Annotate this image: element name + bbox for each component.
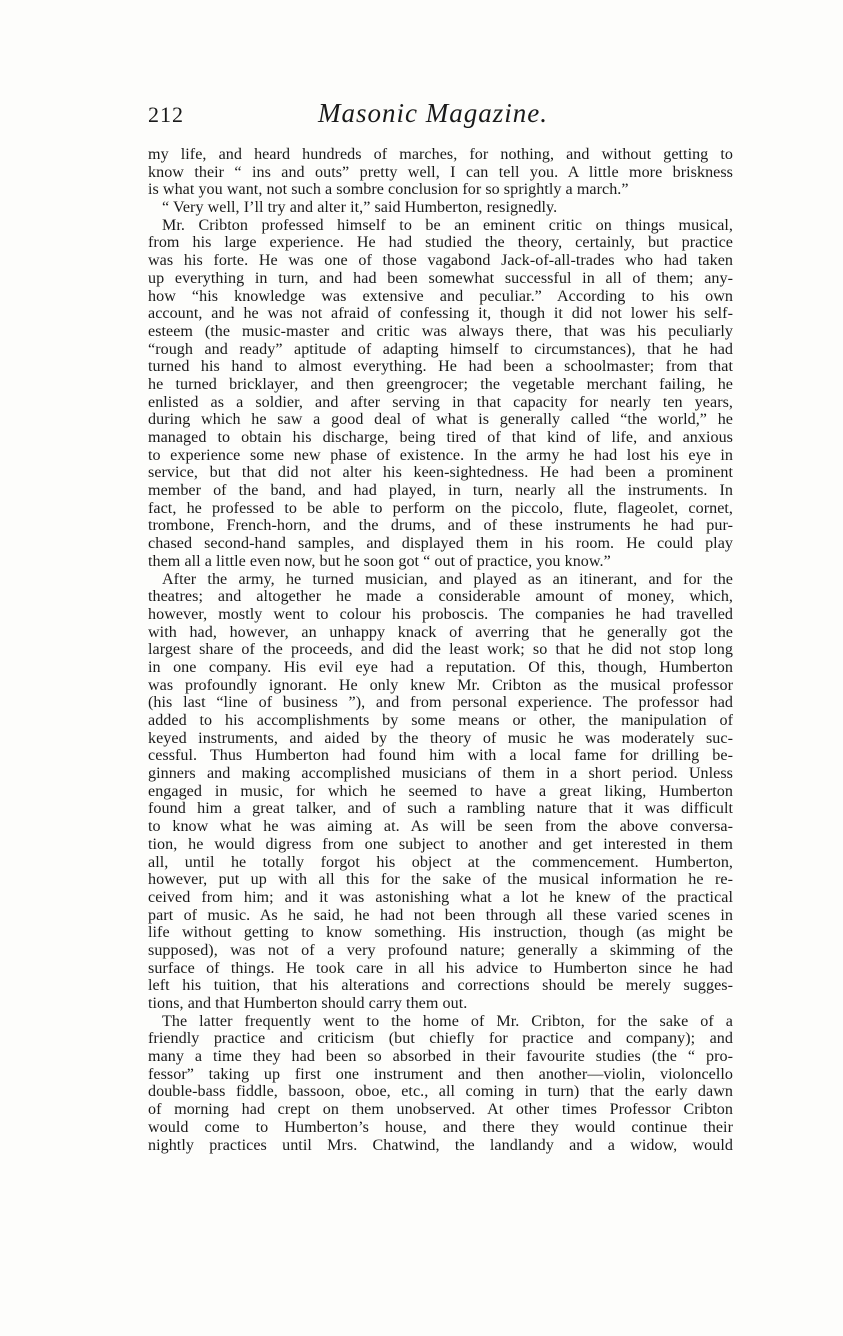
text-line: part of music. As he said, he had not been through all these varied scenes in — [148, 906, 733, 924]
text-line: friendly practice and criticism (but chiefly for practice and company); and — [148, 1030, 733, 1048]
text-line: member of the band, and had played, in turn, nearly all the instruments. In — [148, 482, 733, 500]
text-line: double-bass fiddle, bassoon, oboe, etc., all coming in turn) that the early dawn — [148, 1083, 733, 1101]
text-line: fact, he professed to be able to perform on the piccolo, flute, flageolet, cornet, — [148, 499, 733, 517]
text-line: ceived from him; and it was astonishing what a lot he knew of the practical — [148, 888, 733, 906]
text-line: keyed instruments, and aided by the theory of music he was moderately suc- — [148, 729, 733, 747]
text-line: from his large experience. He had studied the theory, certainly, but practice — [148, 234, 733, 252]
text-line: how “his knowledge was extensive and peculiar.” According to his own — [148, 287, 733, 305]
text-line: chased second-hand samples, and displayed them in his room. He could play — [148, 535, 733, 553]
body-text — [148, 146, 733, 1154]
text-line: The latter frequently went to the home of Mr. Cribton, for the sake of a — [162, 1012, 733, 1030]
text-line: was his forte. He was one of those vagabond Jack-of-all-trades who had taken — [148, 252, 733, 270]
text-line: all, until he totally forgot his object at the commencement. Humberton, — [148, 853, 733, 871]
text-line: of morning had crept on them unobserved. At other times Professor Cribton — [148, 1101, 733, 1119]
text-line: trombone, French-horn, and the drums, and of these instruments he had pur- — [148, 517, 733, 535]
text-line: nightly practices until Mrs. Chatwind, the landlandy and a widow, would — [148, 1136, 733, 1154]
text-line: many a time they had been so absorbed in their favourite studies (the “ pro- — [148, 1048, 733, 1066]
text-line: however, put up with all this for the sake of the musical information he re- — [148, 871, 733, 889]
text-line: left his tuition, that his alterations and corrections should be merely sugges- — [148, 977, 733, 995]
text-line: to know what he was aiming at. As will be seen from the above conversa- — [148, 818, 733, 836]
text-line: is what you want, not such a sombre conclusion for so sprightly a march.” — [148, 181, 629, 199]
text-line: “rough and ready” aptitude of adapting himself to circumstances), that he had — [148, 340, 733, 358]
text-line: found him a great talker, and of such a rambling nature that it was difficult — [148, 800, 733, 818]
text-line: surface of things. He took care in all his advice to Humberton since he had — [148, 959, 733, 977]
text-line: account, and he was not afraid of confessing it, though it did not lower his self- — [148, 305, 733, 323]
text-line: ginners and making accomplished musicians of them in a short period. Unless — [148, 765, 733, 783]
page-number: 212 — [148, 102, 184, 127]
text-line: during which he saw a good deal of what is generally called “the world,” he — [148, 411, 733, 429]
text-line: enlisted as a soldier, and after serving in that capacity for nearly ten years, — [148, 393, 733, 411]
text-line: up everything in turn, and had been somewhat successful in all of them; any- — [148, 269, 733, 287]
text-line: he turned bricklayer, and then greengrocer; the vegetable merchant failing, he — [148, 375, 733, 393]
text-line: (his last “line of business ”), and from personal experience. The professor had — [148, 694, 733, 712]
text-line: them all a little even now, but he soon got “ out of practice, you know.” — [148, 552, 611, 570]
text-line: esteem (the music-master and critic was always there, that was his peculiarly — [148, 322, 733, 340]
text-line: my life, and heard hundreds of marches, for nothing, and without getting to — [148, 146, 733, 163]
text-line: largest share of the proceeds, and did the least work; so that he did not stop long — [148, 641, 733, 659]
text-line: however, mostly went to colour his proboscis. The companies he had travelled — [148, 605, 733, 623]
text-line: turned his hand to almost everything. He had been a schoolmaster; from that — [148, 358, 733, 376]
text-line: engaged in music, for which he seemed to have a great liking, Humberton — [148, 782, 733, 800]
text-line: know their “ ins and outs” pretty well, I can tell you. A little more briskness — [148, 163, 733, 181]
text-line: was profoundly ignorant. He only knew Mr. Cribton as the musical professor — [148, 676, 733, 694]
text-line: tions, and that Humberton should carry them out. — [148, 995, 468, 1012]
text-line: theatres; and altogether he made a considerable amount of money, which, — [148, 588, 733, 606]
text-line: Mr. Cribton professed himself to be an eminent critic on things musical, — [162, 216, 733, 234]
text-line: in one company. His evil eye had a reputation. Of this, though, Humberton — [148, 658, 733, 676]
text-line: service, but that did not alter his keen-sightedness. He had been a prominent — [148, 464, 733, 482]
text-line: cessful. Thus Humberton had found him with a local fame for drilling be- — [148, 747, 733, 765]
text-line: “ Very well, I’ll try and alter it,” said Humberton, resignedly. — [162, 199, 558, 217]
text-line: life without getting to know something. His instruction, though (as might be — [148, 924, 733, 942]
running-title: Masonic Magazine. — [318, 98, 548, 128]
text-line: with had, however, an unhappy knack of averring that he generally got the — [148, 623, 733, 641]
text-line: After the army, he turned musician, and played as an itinerant, and for the — [162, 570, 733, 588]
text-line: would come to Humberton’s house, and there they would continue their — [148, 1118, 733, 1136]
page-header — [148, 98, 738, 134]
text-line: supposed), was not of a very profound nature; generally a skimming of the — [148, 941, 733, 959]
text-line: to experience some new phase of existence. In the army he had lost his eye in — [148, 446, 733, 464]
text-line: managed to obtain his discharge, being tired of that kind of life, and anxious — [148, 429, 733, 446]
text-line: tion, he would digress from one subject to another and get interested in them — [148, 835, 733, 853]
text-line: fessor” taking up first one instrument and then another—violin, violoncello — [148, 1065, 733, 1083]
text-line: added to his accomplishments by some means or other, the manipulation of — [148, 712, 733, 729]
